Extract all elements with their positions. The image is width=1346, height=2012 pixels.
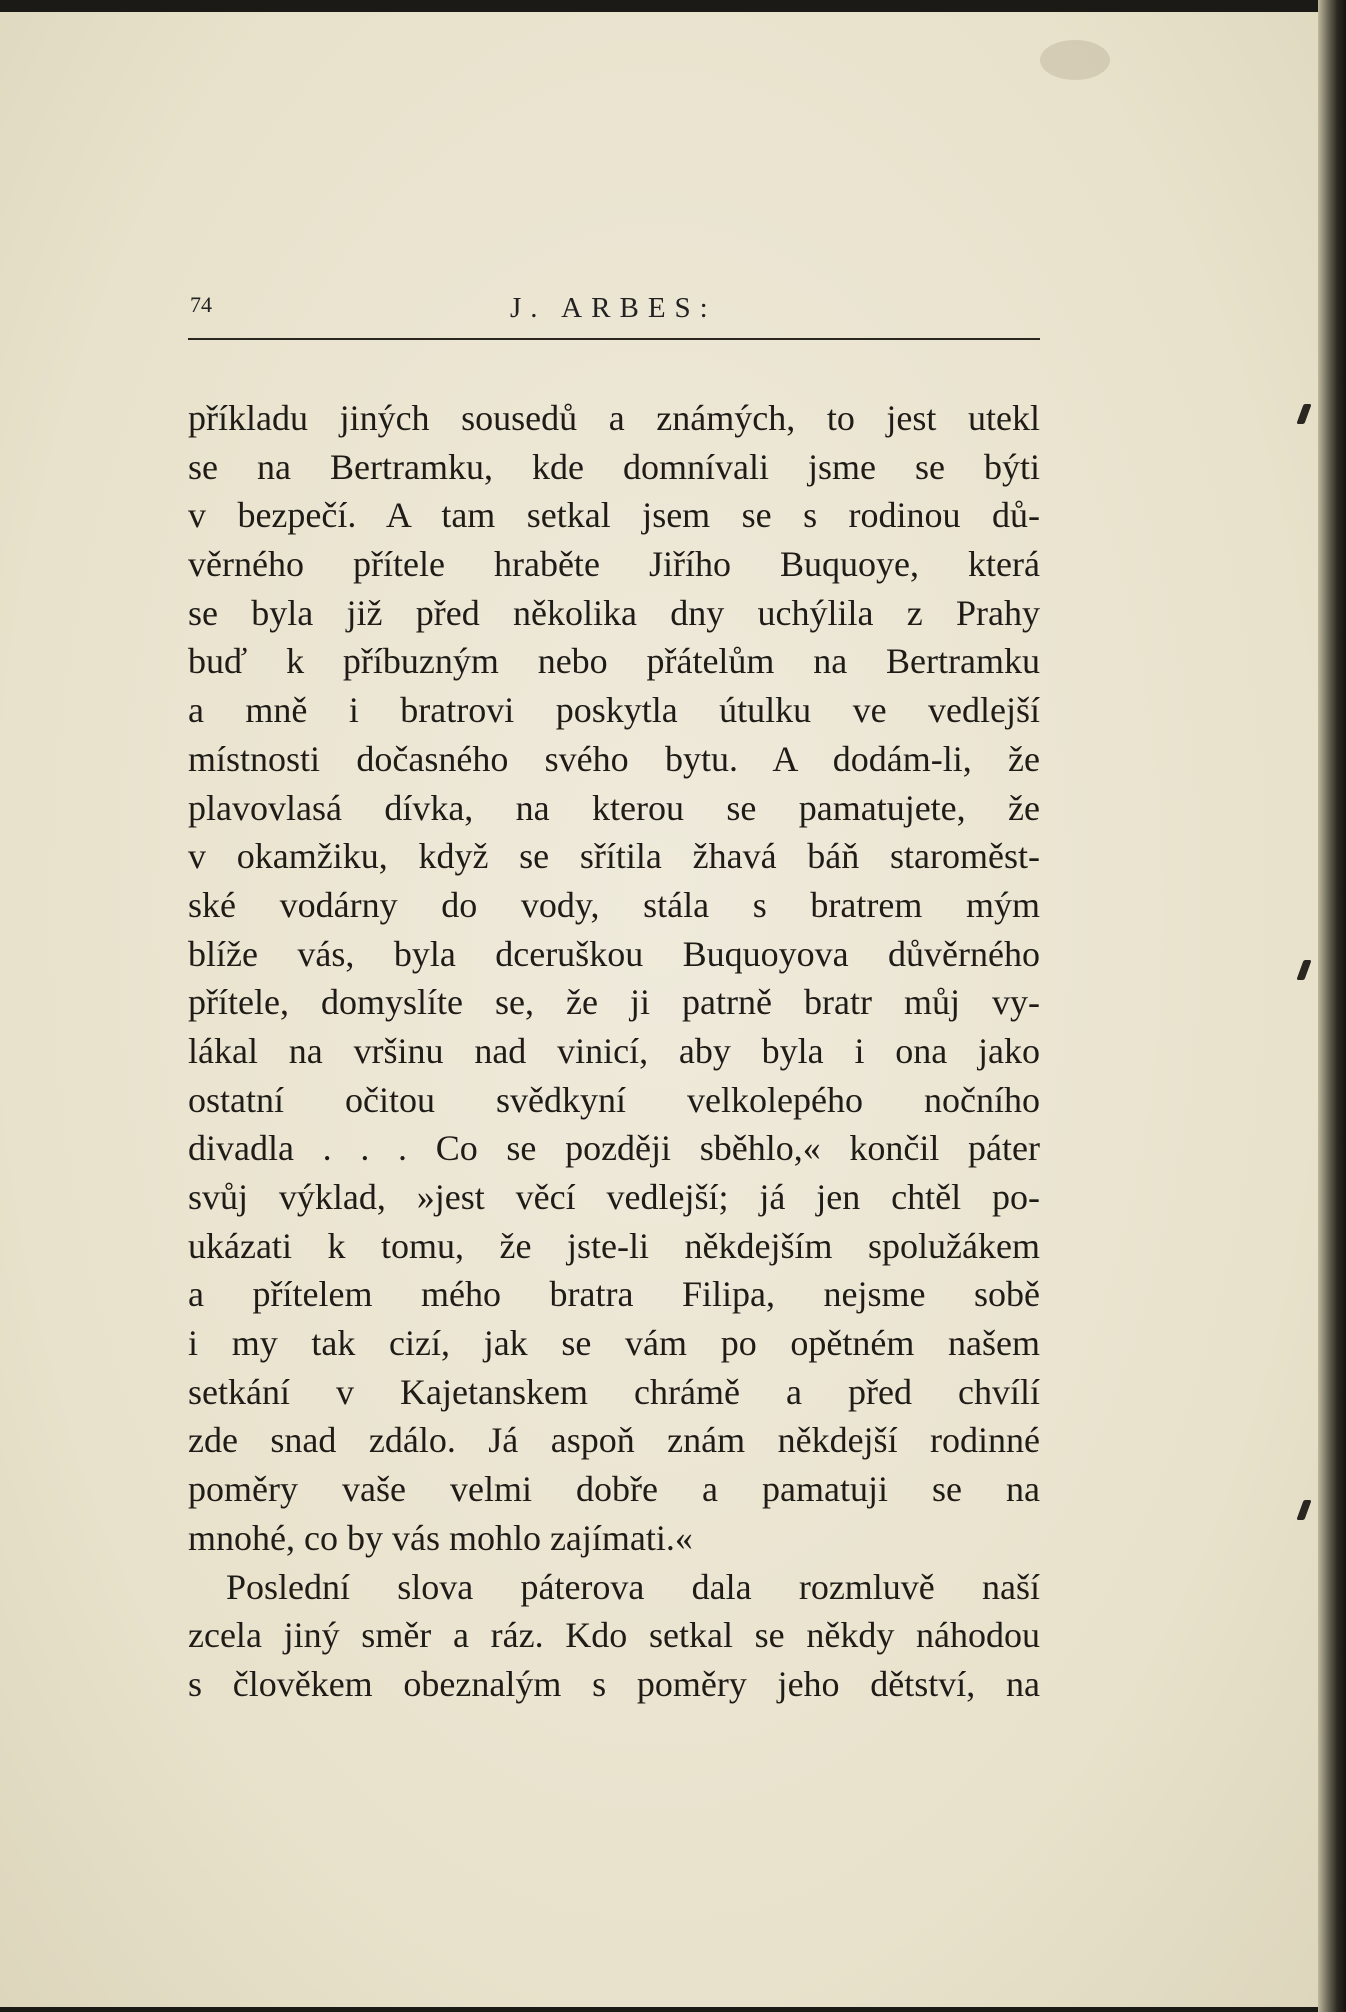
text-line: a mně i bratrovi poskytla útulku ve vedlejší — [188, 690, 1040, 731]
paragraph-2 — [188, 1563, 1040, 1709]
text-line: ukázati k tomu, že jste-li někdejším spolužákem — [188, 1225, 1040, 1266]
text-line: i my tak cizí, jak se vám po opětném našem — [188, 1323, 1040, 1364]
text-line: přítele, domyslíte se, že ji patrně bratr můj vy- — [188, 982, 1040, 1023]
text-line: příkladu jiných sousedů a známých, to jest utekl — [188, 398, 1040, 438]
text-line: mnohé, co by vás mohlo zajímati.« — [188, 1517, 693, 1558]
text-line: ostatní očitou svědkyní velkolepého nočního — [188, 1079, 1040, 1120]
margin-mark — [1296, 1500, 1311, 1520]
margin-mark — [1296, 960, 1311, 980]
text-line: buď k příbuzným nebo přátelům na Bertramku — [188, 641, 1040, 682]
text-line: ské vodárny do vody, stála s bratrem mým — [188, 884, 1040, 925]
paragraph-1 — [188, 394, 1040, 1563]
text-line: poměry vaše velmi dobře a pamatuji se na — [188, 1469, 1040, 1510]
text-line: místnosti dočasného svého bytu. A dodám-li, že — [188, 738, 1040, 779]
text-line: a přítelem mého bratra Filipa, nejsme sobě — [188, 1274, 1040, 1315]
text-line: s člověkem obeznalým s poměry jeho dětství, na — [188, 1663, 1040, 1704]
margin-mark — [1296, 404, 1311, 424]
text-line: lákal na vršinu nad vinicí, aby byla i ona jako — [188, 1030, 1040, 1071]
text-line: věrného přítele hraběte Jiřího Buquoye, která — [188, 544, 1040, 585]
text-line: plavovlasá dívka, na kterou se pamatujete, že — [188, 787, 1040, 828]
page-number: 74 — [190, 292, 212, 317]
text-line: Poslední slova páterova dala rozmluvě naší — [226, 1566, 1040, 1607]
text-line: divadla . . . Co se později sběhlo,« končil páter — [188, 1128, 1040, 1169]
paper-stain — [1040, 40, 1110, 80]
text-line: setkání v Kajetanskem chrámě a před chvílí — [188, 1371, 1040, 1412]
text-line: svůj výklad, »jest věcí vedlejší; já jen chtěl po- — [188, 1177, 1040, 1217]
text-line: se na Bertramku, kde domnívali jsme se býti — [188, 446, 1040, 487]
text-line: v okamžiku, když se sřítila žhavá báň staroměst- — [188, 836, 1040, 877]
text-line: v bezpečí. A tam setkal jsem se s rodinou dů- — [188, 495, 1040, 536]
page-header — [188, 292, 1040, 340]
running-head: J. ARBES: — [510, 292, 717, 324]
text-line: blíže vás, byla dceruškou Buquoyova důvěrného — [188, 933, 1040, 974]
text-line: zde snad zdálo. Já aspoň znám někdejší rodinné — [188, 1420, 1040, 1461]
text-line: zcela jiný směr a ráz. Kdo setkal se někdy náhodou — [188, 1615, 1040, 1656]
book-page — [0, 12, 1318, 2007]
text-line: se byla již před několika dny uchýlila z Prahy — [188, 592, 1040, 633]
body-text — [188, 394, 1040, 1709]
book-spine-edge — [1318, 0, 1346, 2012]
